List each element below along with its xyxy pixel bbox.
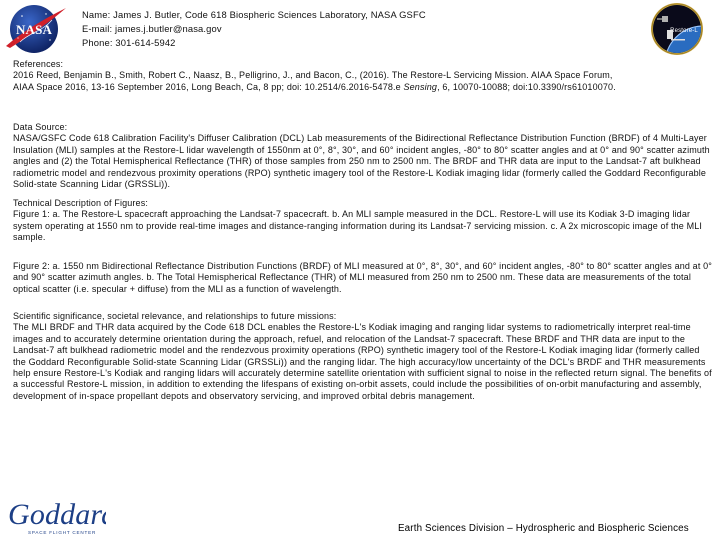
- figure-2-description: Figure 2: a. 1550 nm Bidirectional Reflectance Distribution Functions (BRDF) of MLI measured at 0°, 8°, 30°, and 60° incident angles, -80° to 80° scatter angles and at 0° and 90° scatter azimuth angles. b. The Total Hemispherical Reflectance (THR) of MLI measured from 250 nm to 2500 nm. These data are measurements of the total optical scatter (i.e. specular + diffuse) from the MLI as a function of wavelength.: [13, 261, 713, 294]
- svg-text:NASA: NASA: [16, 22, 52, 37]
- reference-text: [13, 70, 713, 93]
- technical-description-section: [13, 198, 713, 244]
- significance-heading: Scientific significance, societal relevance, and relationships to future missions:: [13, 311, 337, 321]
- significance-body: The MLI BRDF and THR data acquired by the Code 618 DCL enables the Restore-L's Kodiak imaging and ranging lidar systems to radiometrically interpret real-time images and to accurately determine orientation during the approach, refuel, and relocation of the Landsat-7 spacecraft. These BRDF and THR data are input to the Landsat-7 aft bulkhead radiometric model and the rendezvous proximity operations (RPO) synthetic imagery tool of the Restore-L Kodiak imaging lidar (formerly called the Goddard Reconfigurable Solid-state Scanning Lidar (GRSSLi)) and the ranging lidar. The high accuracy/low uncertainty of the DCL's BRDF and THR measurements help ensure Restore-L's Kodiak and ranging lidars will accurately determine satellite orientation with sufficient signal to noise in the reflected return signal. The benefits of a successful Restore-L mission, in addition to extending the lifespans of existing on-orbit assets, could include the possibilities of on-orbit manufacturing and assembly, development of in-space propellant depots and observatory servicing, and improved orbital debris management.: [13, 322, 712, 401]
- figure-1-description: Figure 1: a. The Restore-L spacecraft approaching the Landsat-7 spacecraft. b. An MLI sample measured in the DCL. Restore-L will use its Kodiak 3-D imaging lidar system operating at 1550 nm to provide real-time images and distance-ranging information during its Landsat-7 servicing mission. c. A 2x microscopic image of the MLI sample.: [13, 209, 703, 243]
- nasa-logo: [2, 2, 68, 56]
- data-source-heading: Data Source:: [13, 122, 68, 132]
- reference-journal: Sensing: [403, 81, 438, 92]
- figure-2-section: [13, 261, 713, 295]
- restore-l-patch-icon: [645, 2, 709, 56]
- contact-name: Name: James J. Butler, Code 618 Biospheric Sciences Laboratory, NASA GSFC: [82, 9, 426, 20]
- technical-heading: Technical Description of Figures:: [13, 198, 149, 208]
- reference-line-2: AIAA Space 2016, 13-16 September 2016, Long Beach, Ca, 8 pp; doi: 10.2514/6.2016-5478.e: [13, 81, 404, 92]
- reference-line-1: 2016 Reed, Benjamin B., Smith, Robert C., Naasz, B., Pelligrino, J., and Bacon, C., (2016). The Restore-L Servicing Mission. AIAA Space Forum,: [13, 70, 613, 81]
- reference-line-2-end: , 6, 10070-10088; doi:10.3390/rs61010070.: [437, 81, 616, 92]
- svg-text:Goddard: Goddard: [8, 498, 106, 531]
- data-source-section: [13, 122, 713, 190]
- division-footer: Earth Sciences Division – Hydrospheric and Biospheric Sciences: [398, 523, 689, 534]
- mission-patch: [645, 2, 709, 56]
- nasa-meatball-icon: [2, 2, 68, 56]
- contact-phone: Phone: 301-614-5942: [82, 37, 176, 48]
- goddard-logo-icon: [6, 492, 106, 538]
- references-heading: References:: [13, 59, 64, 69]
- goddard-logo: [6, 492, 106, 538]
- svg-text:Restore-L: Restore-L: [670, 28, 698, 34]
- significance-section: [13, 311, 713, 402]
- data-source-body: NASA/GSFC Code 618 Calibration Facility's Diffuser Calibration (DCL) Lab measurements of the Bidirectional Reflectance Distribution Function (BRDF) of 4 Multi-Layer Insulation (MLI) samples at the Restore-L lidar wavelength of 1550nm at 0°, 8°, 30°, and 60° incident angles, -80° to 80° scatter angles and at 0° and 90° scatter azimuth angles and (2) the Total Hemispherical Reflectance (THR) of those samples from 250 nm to 2500 nm. The BRDF and THR data are input to the Landsat-7 aft bulkhead radiometric model and rendezvous proximity operations (RPO) synthetic imagery tool of the Restore-L Kodiak imaging lidar (formerly called the Goddard Reconfigurable Solid-state Scanning Lidar (GRSSLi)).: [13, 133, 710, 190]
- contact-email: E-mail: james.j.butler@nasa.gov: [82, 23, 222, 34]
- references-section: [13, 59, 713, 93]
- contact-info: [82, 8, 426, 50]
- svg-text:SPACE FLIGHT CENTER: SPACE FLIGHT CENTER: [28, 530, 97, 535]
